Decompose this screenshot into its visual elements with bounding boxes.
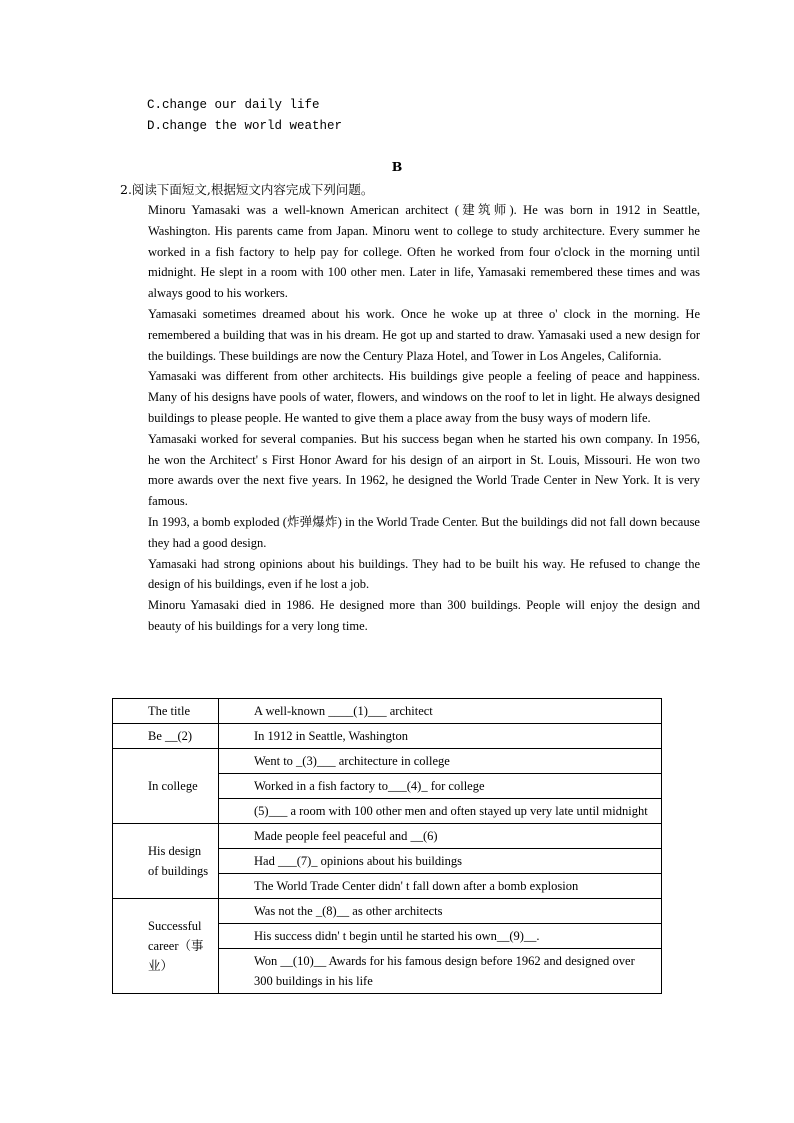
table-cell: Won __(10)__ Awards for his famous design before 1962 and designed over 300 buildings in his life <box>219 949 662 994</box>
row-label: Successful career（事业） <box>113 899 219 994</box>
table-cell: (5)___ a room with 100 other men and often stayed up very late until midnight <box>219 799 662 824</box>
option-c: C.change our daily life <box>147 98 320 112</box>
table-cell: His success didn' t begin until he started his own__(9)__. <box>219 924 662 949</box>
passage-paragraph: Yamasaki worked for several companies. But his success began when he started his own company. In 1956, he won the Architect' s First Honor Award for his design of an airport in St. Louis, Missouri. He won two more awards over the next five years. In 1962, he designed the World Trade Center in New York. It is very famous. <box>148 431 700 509</box>
table-cell: Made people feel peaceful and __(6) <box>219 824 662 849</box>
table-cell: Went to _(3)___ architecture in college <box>219 749 662 774</box>
passage-paragraph: Yamasaki was different from other architects. His buildings give people a feeling of peace and happiness. Many of his designs have pools of water, flowers, and windows on the roof to let in light. He always designed buildings to please people. He wanted to give them a place away from the busy ways of modern life. <box>148 369 700 425</box>
table-cell: The World Trade Center didn' t fall down after a bomb explosion <box>219 874 662 899</box>
table-row <box>113 824 662 849</box>
table-row <box>113 699 662 724</box>
table-cell: Worked in a fish factory to___(4)_ for college <box>219 774 662 799</box>
row-label: The title <box>113 699 219 724</box>
row-label: In college <box>113 749 219 824</box>
table-cell: Was not the _(8)__ as other architects <box>219 899 662 924</box>
passage-paragraph: In 1993, a bomb exploded (炸弹爆炸) in the World Trade Center. But the buildings did not fall down because they had a good design. <box>148 514 700 550</box>
summary-table <box>112 698 662 994</box>
reading-passage <box>148 200 700 637</box>
table-cell: In 1912 in Seattle, Washington <box>219 724 662 749</box>
option-d: D.change the world weather <box>147 119 343 133</box>
row-label: Be __(2) <box>113 724 219 749</box>
passage-paragraph: Yamasaki sometimes dreamed about his work. Once he woke up at three o' clock in the morning. He remembered a building that was in his dream. He got up and started to draw. Yamasaki used a new design for the buildings. These buildings are now the Century Plaza Hotel, and Tower in Los Angeles, California. <box>148 306 700 363</box>
question-instruction: 2.阅读下面短文,根据短文内容完成下列问题。 <box>120 182 374 197</box>
table-row <box>113 899 662 924</box>
passage-paragraph: Minoru Yamasaki was a well-known American architect (建筑师). He was born in 1912 in Seattle, Washington. His parents came from Japan. Minoru went to college to study architecture. Every summer he worked in a fish factory to help pay for college. Often he worked from four o'clock in the morning until midnight. He slept in a room with 100 other men. Later in life, Yamasaki remembered these times and was always good to his workers. <box>148 203 700 301</box>
passage-paragraph: Minoru Yamasaki died in 1986. He designed more than 300 buildings. People will enjoy the design and beauty of his buildings for a very long time. <box>148 598 700 633</box>
section-label: B <box>391 159 403 174</box>
passage-paragraph: Yamasaki had strong opinions about his buildings. They had to be built his way. He refused to change the design of his buildings, even if he lost a job. <box>148 556 700 592</box>
table-cell: A well-known ____(1)___ architect <box>219 699 662 724</box>
table-row <box>113 749 662 774</box>
row-label: His design of buildings <box>113 824 219 899</box>
table-cell: Had ___(7)_ opinions about his buildings <box>219 849 662 874</box>
table-row <box>113 724 662 749</box>
